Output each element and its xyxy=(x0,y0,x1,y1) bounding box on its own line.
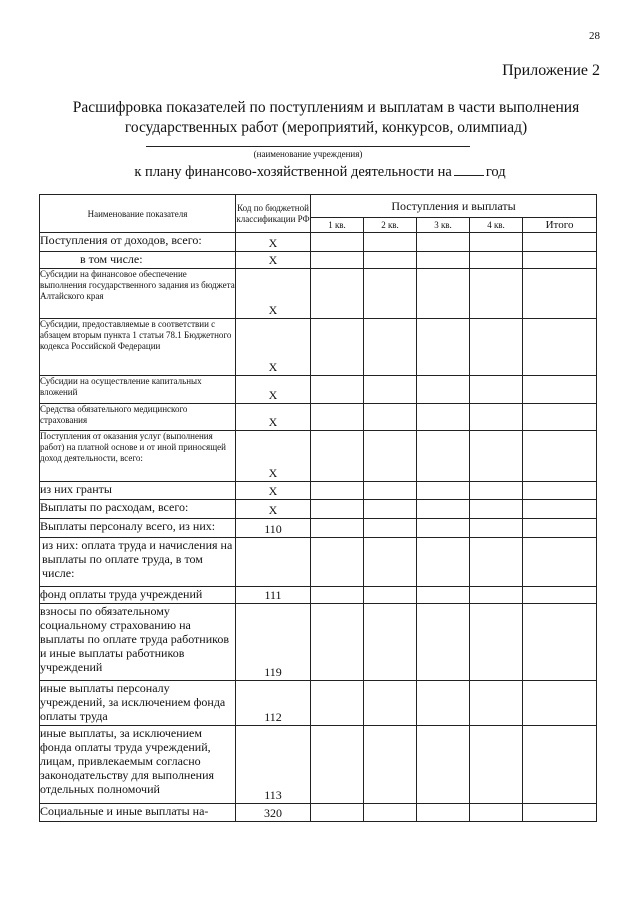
row-code xyxy=(236,538,311,587)
cell-q1 xyxy=(311,726,364,804)
cell-q3 xyxy=(417,482,470,500)
header-name: Наименование показателя xyxy=(40,195,236,233)
cell-q2 xyxy=(364,482,417,500)
row-code: X xyxy=(236,404,311,431)
row-name: Выплаты по расходам, всего: xyxy=(40,500,236,519)
row-name: Поступления от оказания услуг (выполнения работ) на платной основе и от иной приносящей доход деятельности, всего: xyxy=(40,431,236,482)
table-row xyxy=(40,233,597,252)
row-code: X xyxy=(236,500,311,519)
header-total: Итого xyxy=(523,218,597,233)
cell-q3 xyxy=(417,804,470,822)
cell-total xyxy=(523,482,597,500)
cell-q4 xyxy=(470,681,523,726)
row-code: 113 xyxy=(236,726,311,804)
cell-q1 xyxy=(311,431,364,482)
row-code: 110 xyxy=(236,519,311,538)
table-row xyxy=(40,538,597,587)
institution-name-line xyxy=(146,146,470,147)
row-code: X xyxy=(236,319,311,376)
table-row xyxy=(40,519,597,538)
cell-total xyxy=(523,404,597,431)
cell-total xyxy=(523,726,597,804)
table-row xyxy=(40,500,597,519)
cell-q3 xyxy=(417,587,470,604)
cell-q4 xyxy=(470,404,523,431)
cell-q1 xyxy=(311,376,364,404)
cell-q4 xyxy=(470,482,523,500)
appendix-label: Приложение 2 xyxy=(502,62,600,79)
row-code: 112 xyxy=(236,681,311,726)
row-name: иные выплаты персоналу учреждений, за исключением фонда оплаты труда xyxy=(40,681,236,726)
cell-total xyxy=(523,587,597,604)
table-row xyxy=(40,431,597,482)
row-name: Средства обязательного медицинского страхования xyxy=(40,404,236,431)
cell-q2 xyxy=(364,519,417,538)
cell-total xyxy=(523,681,597,726)
cell-q2 xyxy=(364,538,417,587)
cell-q2 xyxy=(364,500,417,519)
table-row xyxy=(40,404,597,431)
cell-q2 xyxy=(364,431,417,482)
table-row xyxy=(40,252,597,269)
cell-q1 xyxy=(311,804,364,822)
row-code: 320 xyxy=(236,804,311,822)
cell-total xyxy=(523,319,597,376)
table-row xyxy=(40,726,597,804)
row-name: Поступления от доходов, всего: xyxy=(40,233,236,252)
page-number: 28 xyxy=(589,30,600,42)
indicators-table xyxy=(39,194,597,822)
cell-total xyxy=(523,804,597,822)
cell-q3 xyxy=(417,319,470,376)
cell-q2 xyxy=(364,319,417,376)
cell-q1 xyxy=(311,681,364,726)
cell-q4 xyxy=(470,538,523,587)
row-name: из них: оплата труда и начисления на выплаты по оплате труда, в том числе: xyxy=(40,538,236,587)
row-name: Субсидии, предоставляемые в соответствии с абзацем вторым пункта 1 статьи 78.1 Бюджетного кодекса Российской Федерации xyxy=(40,319,236,376)
cell-q1 xyxy=(311,587,364,604)
cell-q3 xyxy=(417,726,470,804)
cell-q3 xyxy=(417,538,470,587)
cell-q1 xyxy=(311,404,364,431)
cell-total xyxy=(523,269,597,319)
row-code: X xyxy=(236,376,311,404)
plan-prefix: к плану финансово-хозяйственной деятельности на xyxy=(134,164,452,180)
cell-q4 xyxy=(470,726,523,804)
row-name: Субсидии на осуществление капитальных вложений xyxy=(40,376,236,404)
cell-total xyxy=(523,252,597,269)
cell-q2 xyxy=(364,376,417,404)
cell-q1 xyxy=(311,538,364,587)
row-name: взносы по обязательному социальному страхованию на выплаты по оплате труда работников и иные выплаты работников учреждений xyxy=(40,604,236,681)
cell-q3 xyxy=(417,376,470,404)
cell-q4 xyxy=(470,233,523,252)
header-code: Код по бюджетной классификации РФ xyxy=(236,195,311,233)
cell-q2 xyxy=(364,681,417,726)
header-q3: 3 кв. xyxy=(417,218,470,233)
cell-total xyxy=(523,376,597,404)
cell-q1 xyxy=(311,482,364,500)
cell-q4 xyxy=(470,587,523,604)
cell-total xyxy=(523,604,597,681)
cell-q2 xyxy=(364,404,417,431)
table-row xyxy=(40,269,597,319)
cell-q3 xyxy=(417,404,470,431)
row-code: X xyxy=(236,252,311,269)
cell-q3 xyxy=(417,252,470,269)
cell-q2 xyxy=(364,587,417,604)
cell-q3 xyxy=(417,269,470,319)
institution-caption: (наименование учреждения) xyxy=(253,149,363,159)
table-row xyxy=(40,376,597,404)
row-code: X xyxy=(236,269,311,319)
row-name: Выплаты персоналу всего, из них: xyxy=(40,519,236,538)
cell-q3 xyxy=(417,519,470,538)
cell-q4 xyxy=(470,319,523,376)
table-row xyxy=(40,319,597,376)
cell-q2 xyxy=(364,604,417,681)
document-title: Расшифровка показателей по поступлениям и выплатам в части выполнения государственных работ (мероприятий, конкурсов, олимпиад) xyxy=(72,99,580,136)
table-row xyxy=(40,681,597,726)
table-row xyxy=(40,804,597,822)
cell-q2 xyxy=(364,269,417,319)
table-row xyxy=(40,604,597,681)
cell-q4 xyxy=(470,604,523,681)
cell-q1 xyxy=(311,519,364,538)
cell-q2 xyxy=(364,233,417,252)
table-row xyxy=(40,482,597,500)
header-q2: 2 кв. xyxy=(364,218,417,233)
cell-q3 xyxy=(417,500,470,519)
cell-q1 xyxy=(311,319,364,376)
plan-suffix: год xyxy=(485,164,506,180)
cell-q4 xyxy=(470,376,523,404)
cell-q1 xyxy=(311,252,364,269)
table-row xyxy=(40,587,597,604)
cell-q4 xyxy=(470,269,523,319)
row-name: Субсидии на финансовое обеспечение выполнения государственного задания из бюджета Алтайского края xyxy=(40,269,236,319)
year-blank xyxy=(454,162,484,176)
row-code: X xyxy=(236,431,311,482)
cell-q2 xyxy=(364,252,417,269)
cell-q1 xyxy=(311,500,364,519)
cell-q2 xyxy=(364,726,417,804)
plan-line xyxy=(0,162,640,181)
cell-q3 xyxy=(417,604,470,681)
cell-total xyxy=(523,538,597,587)
row-code: X xyxy=(236,482,311,500)
row-name: в том числе: xyxy=(40,252,236,269)
cell-total xyxy=(523,519,597,538)
row-name: Социальные и иные выплаты на- xyxy=(40,804,236,822)
header-q1: 1 кв. xyxy=(311,218,364,233)
cell-q3 xyxy=(417,681,470,726)
cell-q4 xyxy=(470,804,523,822)
cell-q1 xyxy=(311,269,364,319)
cell-q4 xyxy=(470,500,523,519)
cell-total xyxy=(523,233,597,252)
row-code: 119 xyxy=(236,604,311,681)
cell-q2 xyxy=(364,804,417,822)
cell-q3 xyxy=(417,233,470,252)
cell-q1 xyxy=(311,233,364,252)
row-code: 111 xyxy=(236,587,311,604)
cell-q1 xyxy=(311,604,364,681)
row-name: фонд оплаты труда учреждений xyxy=(40,587,236,604)
cell-total xyxy=(523,500,597,519)
header-q4: 4 кв. xyxy=(470,218,523,233)
row-code: X xyxy=(236,233,311,252)
cell-q3 xyxy=(417,431,470,482)
cell-q4 xyxy=(470,519,523,538)
header-group: Поступления и выплаты xyxy=(311,195,597,218)
cell-total xyxy=(523,431,597,482)
row-name: из них гранты xyxy=(40,482,236,500)
row-name: иные выплаты, за исключением фонда оплаты труда учреждений, лицам, привлекаемым согласно законодательству для выполнения отдельных полномочий xyxy=(40,726,236,804)
cell-q4 xyxy=(470,431,523,482)
cell-q4 xyxy=(470,252,523,269)
